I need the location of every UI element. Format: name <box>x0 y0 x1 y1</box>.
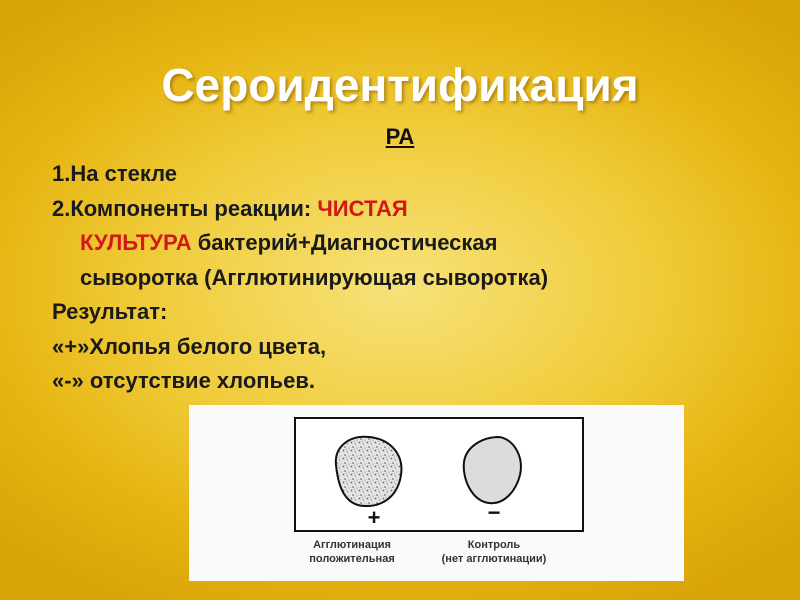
culture-highlight: КУЛЬТУРА <box>80 230 192 255</box>
control-drop-icon <box>464 437 521 503</box>
pure-highlight: ЧИСТАЯ <box>317 195 408 221</box>
agglutination-illustration <box>294 417 584 532</box>
positive-caption <box>287 538 417 566</box>
body-line-6: «+»Хлопья белого цвета, <box>52 333 327 359</box>
slide-body <box>52 157 752 399</box>
negative-caption-line-2: (нет агглютинации) <box>441 553 547 565</box>
positive-drop-icon <box>336 437 402 506</box>
negative-sign: − <box>487 500 501 525</box>
negative-caption <box>429 538 559 566</box>
slide-subtitle: РА <box>385 124 415 149</box>
bacteria-text: бактерий+Диагностическая <box>191 230 498 255</box>
positive-caption-line-1: Агглютинация <box>313 539 391 551</box>
body-line-3 <box>52 226 752 261</box>
components-label: 2.Компоненты реакции: <box>52 195 318 221</box>
body-line-4: сыворотка (Агглютинирующая сыворотка) <box>80 264 549 290</box>
body-line-2 <box>52 192 752 227</box>
positive-caption-line-2: положительная <box>309 553 395 565</box>
body-line-5: Результат: <box>52 299 168 324</box>
body-line-7: «-» отсутствие хлопьев. <box>52 368 315 393</box>
positive-sign: + <box>367 505 381 530</box>
negative-caption-line-1: Контроль <box>467 539 521 551</box>
slide-title: Сероидентификация <box>161 59 639 111</box>
body-line-1: 1.На стекле <box>52 161 178 186</box>
